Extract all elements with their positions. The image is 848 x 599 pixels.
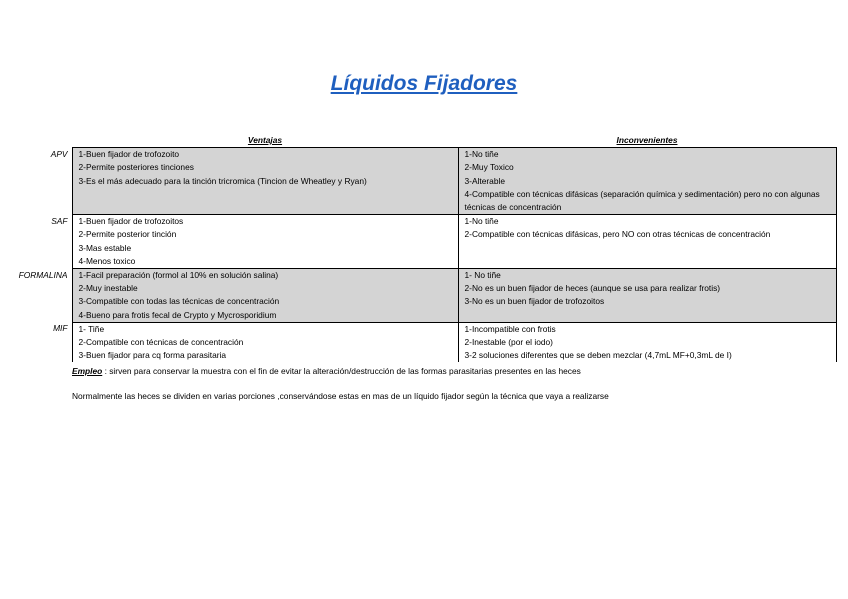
advantages-cell xyxy=(72,148,458,215)
disadvantage-item: 4-Compatible con técnicas difásicas (separación química y sedimentación) pero no con algunas técnicas de concentración xyxy=(464,188,820,213)
page-title: Líquidos Fijadores xyxy=(330,72,518,95)
disadvantage-item: 3-Alterable xyxy=(464,175,506,186)
table-body xyxy=(8,148,836,363)
disadvantage-item: 2-Inestable (por el iodo) xyxy=(464,337,553,348)
advantage-item: 3-Es el más adecuado para la tinción tricromica (Tincion de Wheatley y Ryan) xyxy=(78,175,367,186)
empleo-paragraph xyxy=(72,366,581,376)
table-row-saf xyxy=(8,215,836,269)
header-spacer xyxy=(8,134,72,148)
table-row-formalina xyxy=(8,269,836,323)
disadvantage-item: 3-2 soluciones diferentes que se deben mezclar (4,7mL MF+0,3mL de I) xyxy=(464,350,732,361)
disadvantage-item: 1- No tiñe xyxy=(464,270,501,281)
disadvantage-item: 2-No es un buen fijador de heces (aunque se usa para realizar frotis) xyxy=(464,283,721,294)
disadvantage-item: 2-Compatible con técnicas difásicas, pero NO con otras técnicas de concentración xyxy=(464,229,771,240)
advantage-item: 4-Bueno para frotis fecal de Crypto y Mycrosporidium xyxy=(78,309,277,320)
table-row-apv xyxy=(8,148,836,215)
advantage-item: 3-Compatible con todas las técnicas de concentración xyxy=(78,296,280,307)
disadvantages-cell xyxy=(458,148,836,215)
empleo-text: : sirven para conservar la muestra con el fin de evitar la alteración/destrucción de las formas parasitarias presentes en las heces xyxy=(102,366,581,376)
disadvantage-item: 1-No tiñe xyxy=(464,149,499,160)
header-disadvantages: Inconvenientes xyxy=(458,134,836,148)
advantages-cell xyxy=(72,322,458,362)
advantages-cell xyxy=(72,269,458,323)
disadvantage-item: 2-Muy Toxico xyxy=(464,162,514,173)
advantage-item: 2-Permite posteriores tinciones xyxy=(78,162,194,173)
advantage-item: 3-Buen fijador para cq forma parasitaria xyxy=(78,350,227,361)
advantage-item: 3-Mas estable xyxy=(78,242,132,253)
row-label: SAF xyxy=(8,215,72,269)
disadvantage-item: 3-No es un buen fijador de trofozoitos xyxy=(464,296,605,307)
header-advantages: Ventajas xyxy=(72,134,458,148)
fixatives-table xyxy=(8,134,837,362)
advantages-cell xyxy=(72,215,458,269)
disadvantages-cell xyxy=(458,322,836,362)
disadvantage-item: 1-No tiñe xyxy=(464,216,499,227)
disadvantages-cell xyxy=(458,269,836,323)
advantage-item: 1-Facil preparación (formol al 10% en solución salina) xyxy=(78,270,279,281)
table-header-row xyxy=(8,134,836,148)
row-label: APV xyxy=(8,148,72,215)
note-paragraph: Normalmente las heces se dividen en varias porciones ,conservándose estas en mas de un líquido fijador según la técnica que vaya a realizarse xyxy=(72,391,609,401)
disadvantage-item: 1-Incompatible con frotis xyxy=(464,323,556,334)
empleo-term: Empleo xyxy=(72,366,103,376)
advantage-item: 1-Buen fijador de trofozoito xyxy=(78,149,180,160)
advantage-item: 1-Buen fijador de trofozoitos xyxy=(78,216,184,227)
advantage-item: 2-Muy inestable xyxy=(78,283,138,294)
advantage-item: 2-Compatible con técnicas de concentración xyxy=(78,337,244,348)
table-row-mif xyxy=(8,322,836,362)
disadvantages-cell xyxy=(458,215,836,269)
advantage-item: 2-Permite posterior tinción xyxy=(78,229,177,240)
advantage-item: 4-Menos toxico xyxy=(78,255,136,266)
row-label: FORMALINA xyxy=(8,269,72,323)
row-label: MIF xyxy=(8,322,72,362)
advantage-item: 1- Tiñe xyxy=(78,323,105,334)
